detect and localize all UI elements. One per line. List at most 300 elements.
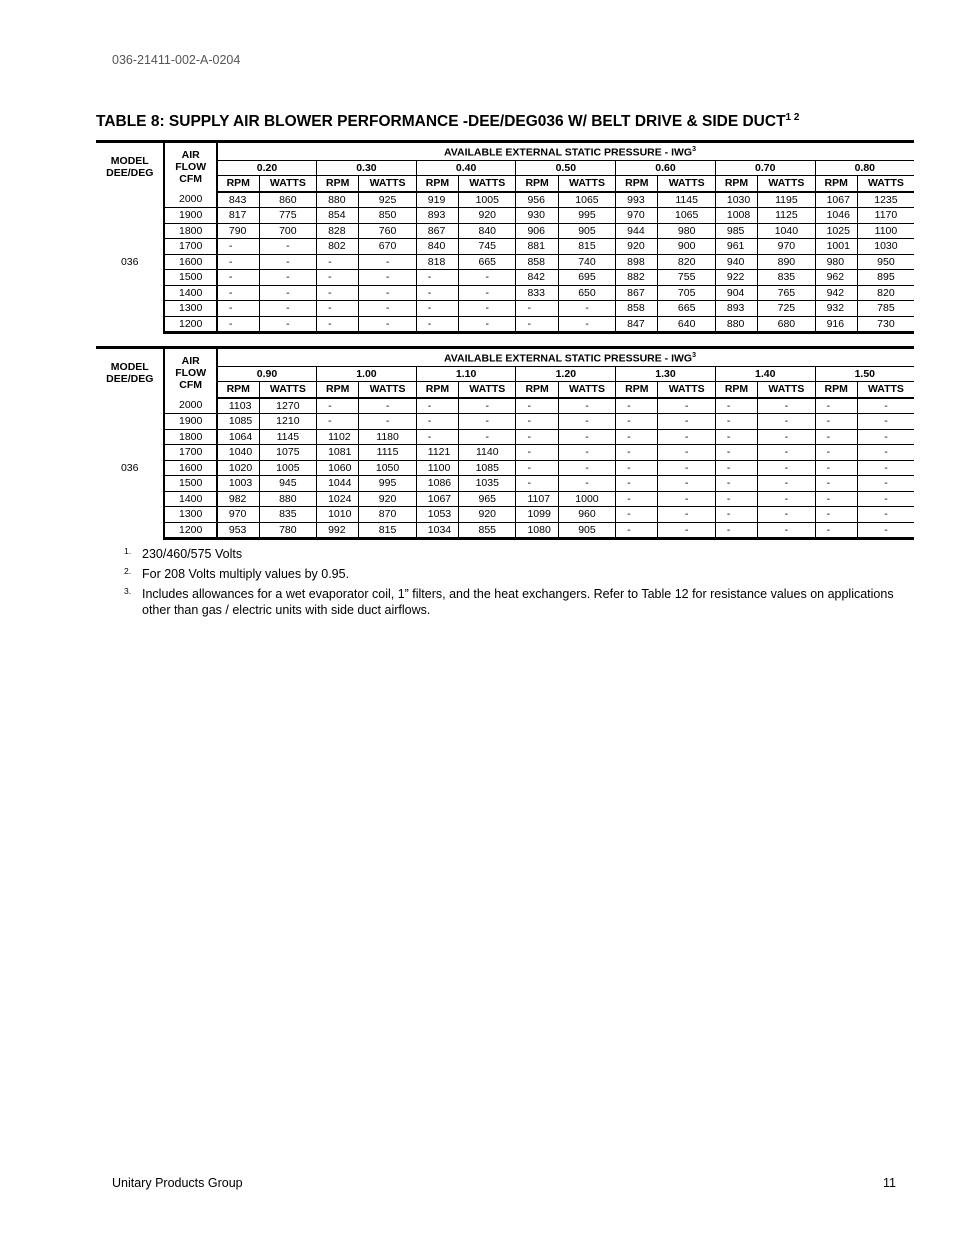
airflow-cell: 1500: [164, 476, 216, 492]
watts-cell: 755: [658, 270, 715, 286]
footer-company: Unitary Products Group: [112, 1176, 243, 1190]
watts-cell: -: [758, 522, 815, 539]
watts-cell: 890: [758, 254, 815, 270]
table-row: [96, 476, 914, 492]
rpm-cell: -: [317, 398, 359, 414]
watts-cell: 835: [259, 507, 316, 523]
rpm-header: RPM: [815, 382, 857, 398]
pressure-value: 0.30: [317, 160, 417, 176]
rpm-cell: -: [616, 429, 658, 445]
watts-cell: 1270: [259, 398, 316, 414]
rpm-cell: 1044: [317, 476, 359, 492]
watts-cell: 1140: [459, 445, 516, 461]
pressure-value: 0.50: [516, 160, 616, 176]
static-pressure-footnote-ref: 3: [692, 146, 696, 153]
rpm-cell: 920: [616, 239, 658, 255]
rpm-cell: 1103: [217, 398, 259, 414]
watts-cell: -: [758, 429, 815, 445]
pressure-value: 1.30: [616, 366, 716, 382]
watts-cell: 670: [359, 239, 416, 255]
rpm-cell: 1067: [815, 192, 857, 208]
watts-cell: 1145: [259, 429, 316, 445]
airflow-header-line: CFM: [179, 379, 203, 392]
watts-cell: 860: [259, 192, 316, 208]
watts-cell: -: [758, 398, 815, 414]
watts-cell: -: [259, 301, 316, 317]
rpm-cell: 842: [516, 270, 558, 286]
rpm-cell: 1085: [217, 414, 259, 430]
rpm-cell: -: [416, 398, 458, 414]
pressure-value: 0.20: [217, 160, 317, 176]
watts-cell: -: [459, 270, 516, 286]
watts-cell: -: [558, 429, 615, 445]
rpm-cell: -: [815, 507, 857, 523]
rpm-cell: 867: [416, 223, 458, 239]
rpm-cell: 1099: [516, 507, 558, 523]
rpm-cell: 992: [317, 522, 359, 539]
watts-cell: 680: [758, 316, 815, 333]
watts-cell: 840: [459, 223, 516, 239]
airflow-cell: 1200: [164, 316, 216, 333]
rpm-cell: 880: [715, 316, 757, 333]
watts-cell: 1235: [857, 192, 914, 208]
rpm-cell: 980: [815, 254, 857, 270]
airflow-cell: 1900: [164, 414, 216, 430]
watts-cell: 945: [259, 476, 316, 492]
rpm-cell: -: [416, 301, 458, 317]
watts-cell: 870: [359, 507, 416, 523]
rpm-cell: 904: [715, 285, 757, 301]
watts-cell: -: [359, 414, 416, 430]
rpm-cell: 893: [715, 301, 757, 317]
airflow-cell: 1200: [164, 522, 216, 539]
model-header-line: DEE/DEG: [106, 167, 154, 180]
table-row: [96, 507, 914, 523]
watts-header: WATTS: [658, 176, 715, 192]
footnote: [120, 566, 910, 582]
pressure-value: 0.40: [416, 160, 516, 176]
watts-cell: -: [459, 316, 516, 333]
table-row: [96, 254, 914, 270]
pressure-value: 0.90: [217, 366, 317, 382]
watts-cell: 925: [359, 192, 416, 208]
pressure-value: 1.20: [516, 366, 616, 382]
rpm-header: RPM: [416, 176, 458, 192]
airflow-cell: 2000: [164, 192, 216, 208]
rpm-cell: -: [516, 445, 558, 461]
watts-cell: 1065: [658, 208, 715, 224]
footnote-number: 3.: [124, 586, 132, 596]
table-row: [96, 192, 914, 208]
watts-cell: 815: [558, 239, 615, 255]
watts-header: WATTS: [558, 382, 615, 398]
watts-cell: 1195: [758, 192, 815, 208]
watts-cell: -: [558, 445, 615, 461]
rpm-cell: -: [616, 522, 658, 539]
watts-cell: -: [558, 316, 615, 333]
watts-cell: -: [658, 445, 715, 461]
rpm-cell: 867: [616, 285, 658, 301]
watts-cell: 1065: [558, 192, 615, 208]
rpm-cell: 1086: [416, 476, 458, 492]
watts-cell: 765: [758, 285, 815, 301]
watts-cell: 960: [558, 507, 615, 523]
rpm-cell: 906: [516, 223, 558, 239]
watts-cell: 920: [359, 491, 416, 507]
pressure-value: 1.10: [416, 366, 516, 382]
airflow-cell: 1400: [164, 491, 216, 507]
watts-cell: 995: [558, 208, 615, 224]
watts-cell: -: [558, 398, 615, 414]
watts-cell: 1000: [558, 491, 615, 507]
model-header-line: MODEL: [110, 155, 149, 168]
watts-cell: 1115: [359, 445, 416, 461]
watts-cell: -: [857, 445, 914, 461]
watts-cell: 650: [558, 285, 615, 301]
performance-table-2: [96, 346, 914, 540]
rpm-cell: 880: [317, 192, 359, 208]
watts-header: WATTS: [558, 176, 615, 192]
watts-cell: 785: [857, 301, 914, 317]
watts-cell: -: [558, 301, 615, 317]
rpm-cell: -: [616, 398, 658, 414]
table-row: [96, 285, 914, 301]
rpm-header: RPM: [217, 176, 259, 192]
watts-cell: 905: [558, 223, 615, 239]
watts-cell: -: [359, 301, 416, 317]
rpm-cell: 893: [416, 208, 458, 224]
rpm-cell: 970: [217, 507, 259, 523]
watts-cell: 880: [259, 491, 316, 507]
table-row: [96, 460, 914, 476]
watts-cell: -: [758, 414, 815, 430]
document-number: 036-21411-002-A-0204: [112, 53, 241, 67]
rpm-cell: -: [715, 522, 757, 539]
rpm-cell: 944: [616, 223, 658, 239]
watts-cell: -: [658, 460, 715, 476]
rpm-cell: 942: [815, 285, 857, 301]
rpm-cell: -: [715, 414, 757, 430]
watts-cell: 920: [459, 507, 516, 523]
rpm-cell: 1030: [715, 192, 757, 208]
table-title: [96, 112, 799, 131]
rpm-cell: -: [416, 414, 458, 430]
watts-header: WATTS: [459, 176, 516, 192]
performance-table-1: [96, 140, 914, 334]
rpm-cell: 922: [715, 270, 757, 286]
watts-cell: -: [857, 414, 914, 430]
watts-header: WATTS: [857, 382, 914, 398]
pressure-row: [96, 160, 914, 176]
footnote-text: For 208 Volts multiply values by 0.95.: [142, 567, 350, 581]
static-pressure-label: AVAILABLE EXTERNAL STATIC PRESSURE - IWG: [443, 352, 693, 365]
watts-cell: 1005: [459, 192, 516, 208]
rpm-cell: -: [217, 301, 259, 317]
watts-header: WATTS: [359, 176, 416, 192]
watts-cell: -: [558, 414, 615, 430]
rpm-cell: 840: [416, 239, 458, 255]
airflow-header: [164, 348, 216, 398]
rpm-cell: -: [317, 301, 359, 317]
pressure-value: 1.50: [815, 366, 914, 382]
rpm-cell: 916: [815, 316, 857, 333]
watts-cell: 815: [359, 522, 416, 539]
watts-cell: -: [857, 398, 914, 414]
rpm-cell: 940: [715, 254, 757, 270]
watts-cell: 1030: [857, 239, 914, 255]
model-header: [96, 348, 164, 398]
page-number: 11: [883, 1176, 896, 1190]
rpm-cell: -: [217, 239, 259, 255]
watts-cell: 1085: [459, 460, 516, 476]
rpm-cell: -: [815, 491, 857, 507]
watts-cell: -: [758, 491, 815, 507]
rpm-header: RPM: [317, 382, 359, 398]
rpm-cell: -: [416, 429, 458, 445]
watts-cell: -: [658, 414, 715, 430]
watts-cell: -: [658, 522, 715, 539]
rpm-cell: -: [715, 429, 757, 445]
watts-cell: 745: [459, 239, 516, 255]
watts-cell: 775: [259, 208, 316, 224]
watts-cell: 970: [758, 239, 815, 255]
rpm-cell: 1008: [715, 208, 757, 224]
watts-cell: -: [459, 429, 516, 445]
watts-cell: -: [857, 429, 914, 445]
airflow-cell: 1300: [164, 507, 216, 523]
watts-cell: -: [359, 254, 416, 270]
watts-cell: 895: [857, 270, 914, 286]
rpm-cell: 858: [516, 254, 558, 270]
rpm-cell: 818: [416, 254, 458, 270]
rpm-cell: 881: [516, 239, 558, 255]
pressure-value: 0.80: [815, 160, 914, 176]
airflow-header: [164, 142, 216, 192]
table-row: [96, 239, 914, 255]
watts-cell: -: [459, 285, 516, 301]
rpm-cell: -: [616, 491, 658, 507]
rpm-cell: 985: [715, 223, 757, 239]
rpm-cell: 1100: [416, 460, 458, 476]
watts-cell: -: [758, 445, 815, 461]
watts-cell: 905: [558, 522, 615, 539]
watts-cell: 900: [658, 239, 715, 255]
header-row: [96, 142, 914, 161]
airflow-cell: 1400: [164, 285, 216, 301]
watts-cell: 980: [658, 223, 715, 239]
footnote: [120, 586, 910, 618]
table-title-text: TABLE 8: SUPPLY AIR BLOWER PERFORMANCE -DEE/DEG036 W/ BELT DRIVE & SIDE DUCT: [96, 113, 786, 131]
rpm-header: RPM: [616, 176, 658, 192]
watts-cell: -: [259, 239, 316, 255]
watts-cell: 950: [857, 254, 914, 270]
model-cell: 036: [96, 192, 164, 333]
rpm-cell: 1064: [217, 429, 259, 445]
watts-header: WATTS: [259, 382, 316, 398]
rpm-cell: 1080: [516, 522, 558, 539]
watts-cell: 760: [359, 223, 416, 239]
watts-cell: 780: [259, 522, 316, 539]
watts-header: WATTS: [758, 176, 815, 192]
rpm-cell: -: [516, 398, 558, 414]
table-row: [96, 398, 914, 414]
rpm-header: RPM: [217, 382, 259, 398]
rpm-cell: -: [516, 301, 558, 317]
airflow-header-line: FLOW: [175, 367, 207, 380]
watts-cell: 1180: [359, 429, 416, 445]
footnote-text: Includes allowances for a wet evaporator coil, 1” filters, and the heat exchangers. Refer to Table 12 for resistance values on applications other than gas / electric units with side duct airflows.: [142, 587, 894, 617]
pressure-row: [96, 366, 914, 382]
pressure-value: 0.70: [715, 160, 815, 176]
rpm-header: RPM: [616, 382, 658, 398]
watts-header: WATTS: [459, 382, 516, 398]
rpm-cell: 1010: [317, 507, 359, 523]
pressure-value: 0.60: [616, 160, 716, 176]
watts-cell: -: [658, 429, 715, 445]
table-row: [96, 208, 914, 224]
airflow-cell: 1600: [164, 254, 216, 270]
static-pressure-header: [217, 348, 914, 367]
airflow-header-line: CFM: [179, 173, 203, 186]
rpm-cell: 817: [217, 208, 259, 224]
watts-cell: 1170: [857, 208, 914, 224]
rpm-cell: 962: [815, 270, 857, 286]
table-row: [96, 445, 914, 461]
rpm-cell: -: [616, 414, 658, 430]
rpm-cell: 956: [516, 192, 558, 208]
rpm-cell: 1060: [317, 460, 359, 476]
rpm-cell: -: [516, 476, 558, 492]
rpm-cell: -: [715, 476, 757, 492]
watts-cell: -: [857, 476, 914, 492]
rpm-cell: -: [416, 285, 458, 301]
rpm-cell: -: [715, 398, 757, 414]
rpm-cell: 1040: [217, 445, 259, 461]
rpm-cell: -: [317, 254, 359, 270]
airflow-cell: 1800: [164, 223, 216, 239]
rpm-cell: -: [616, 460, 658, 476]
watts-cell: -: [259, 270, 316, 286]
watts-cell: 725: [758, 301, 815, 317]
rpm-cell: -: [516, 429, 558, 445]
airflow-cell: 1300: [164, 301, 216, 317]
watts-cell: 640: [658, 316, 715, 333]
watts-header: WATTS: [658, 382, 715, 398]
watts-cell: -: [459, 398, 516, 414]
rpm-cell: -: [317, 285, 359, 301]
footnotes: [120, 546, 910, 622]
rpm-cell: -: [815, 522, 857, 539]
rpm-cell: -: [416, 270, 458, 286]
watts-header: WATTS: [857, 176, 914, 192]
watts-cell: 1100: [857, 223, 914, 239]
rpm-cell: -: [715, 507, 757, 523]
rpm-cell: -: [815, 398, 857, 414]
rpm-cell: -: [616, 507, 658, 523]
rpm-header: RPM: [715, 176, 757, 192]
watts-cell: -: [658, 491, 715, 507]
pressure-value: 1.00: [317, 366, 417, 382]
watts-cell: -: [658, 507, 715, 523]
static-pressure-label: AVAILABLE EXTERNAL STATIC PRESSURE - IWG: [443, 146, 693, 159]
watts-cell: -: [259, 316, 316, 333]
rpm-watts-row: [96, 176, 914, 192]
rpm-cell: 1034: [416, 522, 458, 539]
rpm-cell: -: [217, 316, 259, 333]
watts-cell: -: [259, 254, 316, 270]
airflow-cell: 1900: [164, 208, 216, 224]
table-row: [96, 223, 914, 239]
rpm-cell: -: [217, 285, 259, 301]
rpm-cell: 802: [317, 239, 359, 255]
pressure-value: 1.40: [715, 366, 815, 382]
rpm-cell: -: [516, 460, 558, 476]
watts-cell: -: [857, 491, 914, 507]
table-row: [96, 414, 914, 430]
rpm-cell: 953: [217, 522, 259, 539]
static-pressure-header: [217, 142, 914, 161]
watts-cell: -: [658, 398, 715, 414]
rpm-cell: -: [217, 254, 259, 270]
airflow-header-line: AIR: [181, 149, 200, 162]
rpm-cell: 1107: [516, 491, 558, 507]
rpm-cell: 993: [616, 192, 658, 208]
rpm-cell: 961: [715, 239, 757, 255]
watts-cell: 695: [558, 270, 615, 286]
rpm-cell: 828: [317, 223, 359, 239]
rpm-cell: -: [416, 316, 458, 333]
rpm-cell: 833: [516, 285, 558, 301]
rpm-cell: 982: [217, 491, 259, 507]
rpm-cell: 970: [616, 208, 658, 224]
rpm-cell: 1001: [815, 239, 857, 255]
watts-cell: 965: [459, 491, 516, 507]
watts-cell: -: [359, 398, 416, 414]
airflow-cell: 1500: [164, 270, 216, 286]
watts-cell: -: [558, 460, 615, 476]
rpm-header: RPM: [815, 176, 857, 192]
rpm-header: RPM: [416, 382, 458, 398]
watts-cell: 920: [459, 208, 516, 224]
rpm-cell: 1081: [317, 445, 359, 461]
rpm-cell: -: [616, 445, 658, 461]
rpm-cell: 898: [616, 254, 658, 270]
table-row: [96, 316, 914, 333]
watts-cell: 820: [857, 285, 914, 301]
watts-cell: 740: [558, 254, 615, 270]
watts-cell: 850: [359, 208, 416, 224]
rpm-cell: 1121: [416, 445, 458, 461]
rpm-cell: 882: [616, 270, 658, 286]
table-row: [96, 491, 914, 507]
watts-cell: -: [558, 476, 615, 492]
rpm-cell: -: [217, 270, 259, 286]
watts-cell: -: [758, 460, 815, 476]
airflow-cell: 1700: [164, 239, 216, 255]
watts-cell: 1040: [758, 223, 815, 239]
model-header-line: DEE/DEG: [106, 373, 154, 386]
rpm-cell: -: [815, 414, 857, 430]
footnote-number: 2.: [124, 566, 132, 576]
watts-header: WATTS: [758, 382, 815, 398]
rpm-cell: 1046: [815, 208, 857, 224]
rpm-cell: -: [516, 316, 558, 333]
rpm-cell: -: [317, 414, 359, 430]
rpm-cell: 854: [317, 208, 359, 224]
table-row: [96, 301, 914, 317]
rpm-cell: 1020: [217, 460, 259, 476]
watts-cell: -: [857, 507, 914, 523]
